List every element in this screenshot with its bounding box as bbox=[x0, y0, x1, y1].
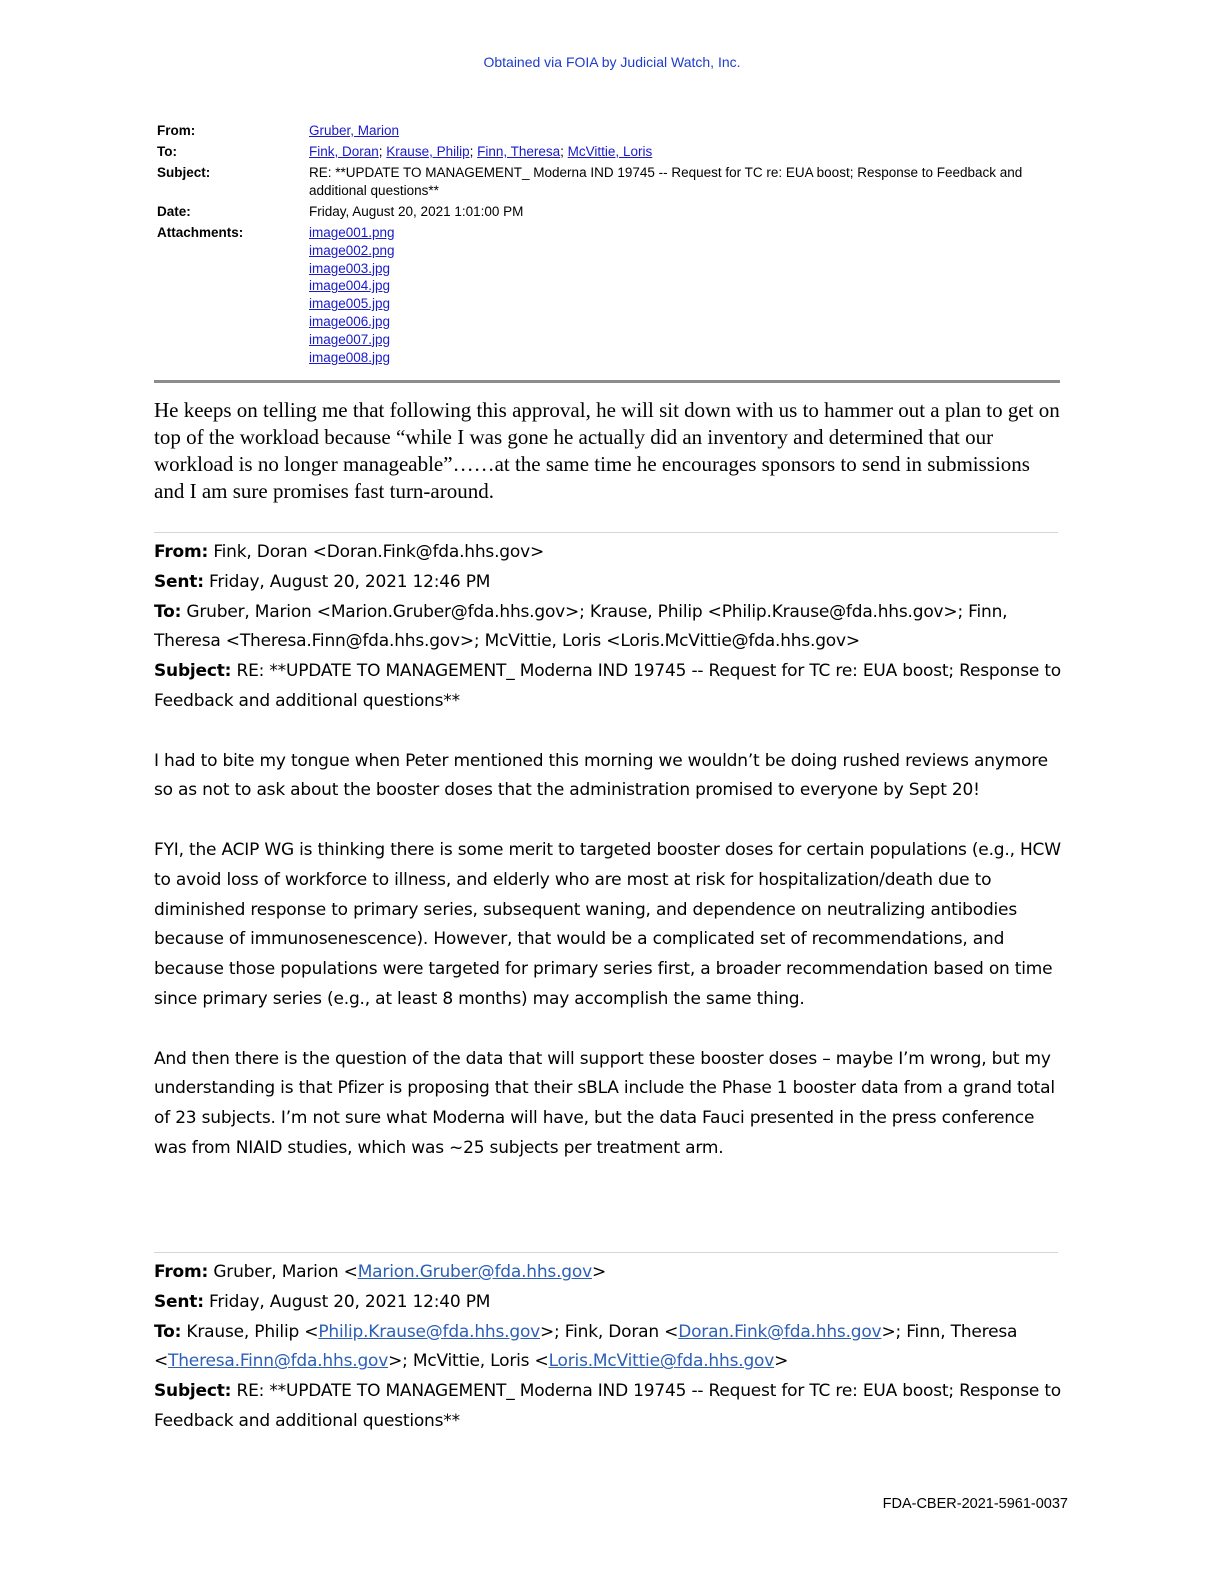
msg2-subject-line bbox=[154, 657, 1064, 717]
header-divider bbox=[154, 380, 1060, 383]
msg2-sent-label: Sent: bbox=[154, 571, 204, 592]
subject-label: Subject: bbox=[157, 165, 211, 180]
msg2-subject: RE: **UPDATE TO MANAGEMENT_ Moderna IND 19745 -- Request for TC re: EUA boost; Response to Feedback and additional questions** bbox=[154, 661, 1062, 711]
attachments-label: Attachments: bbox=[157, 225, 244, 240]
msg3-to-label: To: bbox=[154, 1321, 182, 1342]
msg3-sent: Friday, August 20, 2021 12:40 PM bbox=[203, 1291, 491, 1312]
msg3-from-email-link[interactable]: Marion.Gruber@fda.hhs.gov bbox=[357, 1262, 592, 1282]
msg2-paragraph: FYI, the ACIP WG is thinking there is some merit to targeted booster doses for certain populations (e.g., HCW to avoid loss of workforce to illness, and elderly who are most at risk for hospitalization/death due to diminished response to primary series, subsequent waning, and dependence on neutralizing antibodies because of immunosenescence). However, that would be a complicated set of recommendations, and because those populations were targeted for primary series first, a broader recommendation based on time since primary series (e.g., at least 8 months) may accomplish the same thing. bbox=[154, 839, 1061, 1009]
msg3-to-text: >; Finn, Theresa < bbox=[154, 1321, 1018, 1372]
to-link-mcvittie[interactable]: McVittie, Loris bbox=[567, 144, 653, 159]
msg3-to-email-link[interactable]: Loris.McVittie@fda.hhs.gov bbox=[548, 1351, 775, 1372]
msg2-from-line bbox=[154, 538, 1064, 568]
header-to-row: To: Fink, Doran; Krause, Philip; Finn, Theresa; McVittie, Loris bbox=[157, 144, 653, 159]
msg2-sent: Friday, August 20, 2021 12:46 PM bbox=[203, 571, 491, 592]
msg3-to-line bbox=[154, 1318, 1064, 1378]
subject-text: RE: **UPDATE TO MANAGEMENT_ Moderna IND 19745 -- Request for TC re: EUA boost; Response to Feedback and additional questions** bbox=[309, 165, 1023, 198]
msg2-from-label: From: bbox=[154, 542, 209, 562]
attachment-link[interactable]: image007.jpg bbox=[309, 331, 391, 347]
attachment-link[interactable]: image002.png bbox=[309, 242, 395, 258]
msg3-to-text: Krause, Philip < bbox=[181, 1321, 319, 1342]
msg2-subject-label: Subject: bbox=[154, 661, 232, 682]
msg3-sent-line bbox=[154, 1288, 1064, 1318]
email-header bbox=[157, 122, 1062, 369]
message-divider bbox=[154, 532, 1058, 533]
to-link-finn[interactable]: Finn, Theresa bbox=[477, 144, 561, 159]
attachment-link[interactable]: image005.jpg bbox=[309, 296, 391, 312]
date-label: Date: bbox=[157, 204, 191, 219]
msg3-subject-label: Subject: bbox=[154, 1381, 232, 1402]
attachment-link[interactable]: image008.jpg bbox=[309, 349, 391, 365]
msg3-to-text: >; Fink, Doran < bbox=[540, 1321, 679, 1342]
msg3-sent-label: Sent: bbox=[154, 1291, 204, 1312]
msg3-from-name: Gruber, Marion < bbox=[208, 1262, 358, 1282]
from-label: From: bbox=[157, 123, 196, 138]
msg2-sent-line bbox=[154, 568, 1064, 598]
attachment-link[interactable]: image004.jpg bbox=[309, 278, 391, 294]
msg3-to-email-link[interactable]: Theresa.Finn@fda.hhs.gov bbox=[168, 1351, 389, 1372]
header-attachments-row bbox=[157, 224, 1062, 366]
attachment-link[interactable]: image003.jpg bbox=[309, 260, 391, 276]
bates-number: FDA-CBER-2021-5961-0037 bbox=[882, 1496, 1068, 1512]
msg3-from-label: From: bbox=[154, 1262, 209, 1282]
message-divider bbox=[154, 1252, 1058, 1253]
header-date-row bbox=[157, 203, 1062, 221]
date-text: Friday, August 20, 2021 1:01:00 PM bbox=[309, 204, 524, 219]
quoted-message-gruber bbox=[154, 1258, 1064, 1437]
msg3-from-line bbox=[154, 1258, 1064, 1288]
msg2-paragraph: And then there is the question of the data that will support these booster doses – maybe I’m wrong, but my understanding is that Pfizer is proposing that their sBLA include the Phase 1 booster data from a grand total of 23 subjects. I’m not sure what Moderna will have, but the data Fauci presented in the press conference was from NIAID studies, which was ~25 subjects per treatment arm. bbox=[154, 1048, 1055, 1158]
msg2-to-line bbox=[154, 598, 1064, 658]
foia-banner: Obtained via FOIA by Judicial Watch, Inc. bbox=[483, 54, 741, 70]
header-subject-row bbox=[157, 164, 1062, 200]
to-link-fink[interactable]: Fink, Doran bbox=[309, 144, 379, 159]
msg3-to-text: > bbox=[774, 1351, 789, 1372]
quoted-message-fink bbox=[154, 538, 1064, 1164]
msg3-subject: RE: **UPDATE TO MANAGEMENT_ Moderna IND 19745 -- Request for TC re: EUA boost; Response to Feedback and additional questions** bbox=[154, 1381, 1062, 1431]
msg3-to-text: >; McVittie, Loris < bbox=[388, 1351, 549, 1372]
msg2-to-label: To: bbox=[154, 601, 182, 622]
msg3-to-email-link[interactable]: Philip.Krause@fda.hhs.gov bbox=[318, 1321, 541, 1342]
msg2-from: Fink, Doran <Doran.Fink@fda.hhs.gov> bbox=[208, 542, 544, 562]
to-link-krause[interactable]: Krause, Philip bbox=[386, 144, 470, 159]
msg2-paragraph: I had to bite my tongue when Peter mentioned this morning we wouldn’t be doing rushed reviews anymore so as not to ask about the booster doses that the administration promised to everyone by Sept 20! bbox=[154, 750, 1048, 801]
attachment-link[interactable]: image001.png bbox=[309, 225, 395, 240]
msg2-to: Gruber, Marion <Marion.Gruber@fda.hhs.gov>; Krause, Philip <Philip.Krause@fda.hhs.gov>; Finn, Theresa <Theresa.Finn@fda.hhs.gov>; McVittie, Loris <Loris.McVittie@fda.hhs.gov> bbox=[154, 601, 1008, 652]
attachments-list bbox=[309, 224, 1062, 366]
top-message-body: He keeps on telling me that following this approval, he will sit down with us to hammer out a plan to get on top of the workload because “while I was gone he actually did an inventory and determined that our workload is no longer manageable”……at the same time he encourages sponsors to send in submissions and I am sure promises fast turn-around. bbox=[154, 398, 1060, 503]
msg3-subject-line bbox=[154, 1377, 1064, 1437]
from-link[interactable]: Gruber, Marion bbox=[309, 123, 400, 138]
to-label: To: bbox=[157, 144, 177, 159]
msg3-to-email-link[interactable]: Doran.Fink@fda.hhs.gov bbox=[678, 1321, 882, 1342]
attachment-link[interactable]: image006.jpg bbox=[309, 313, 391, 329]
header-from-row bbox=[157, 122, 1062, 140]
msg3-from-close: > bbox=[591, 1262, 606, 1282]
